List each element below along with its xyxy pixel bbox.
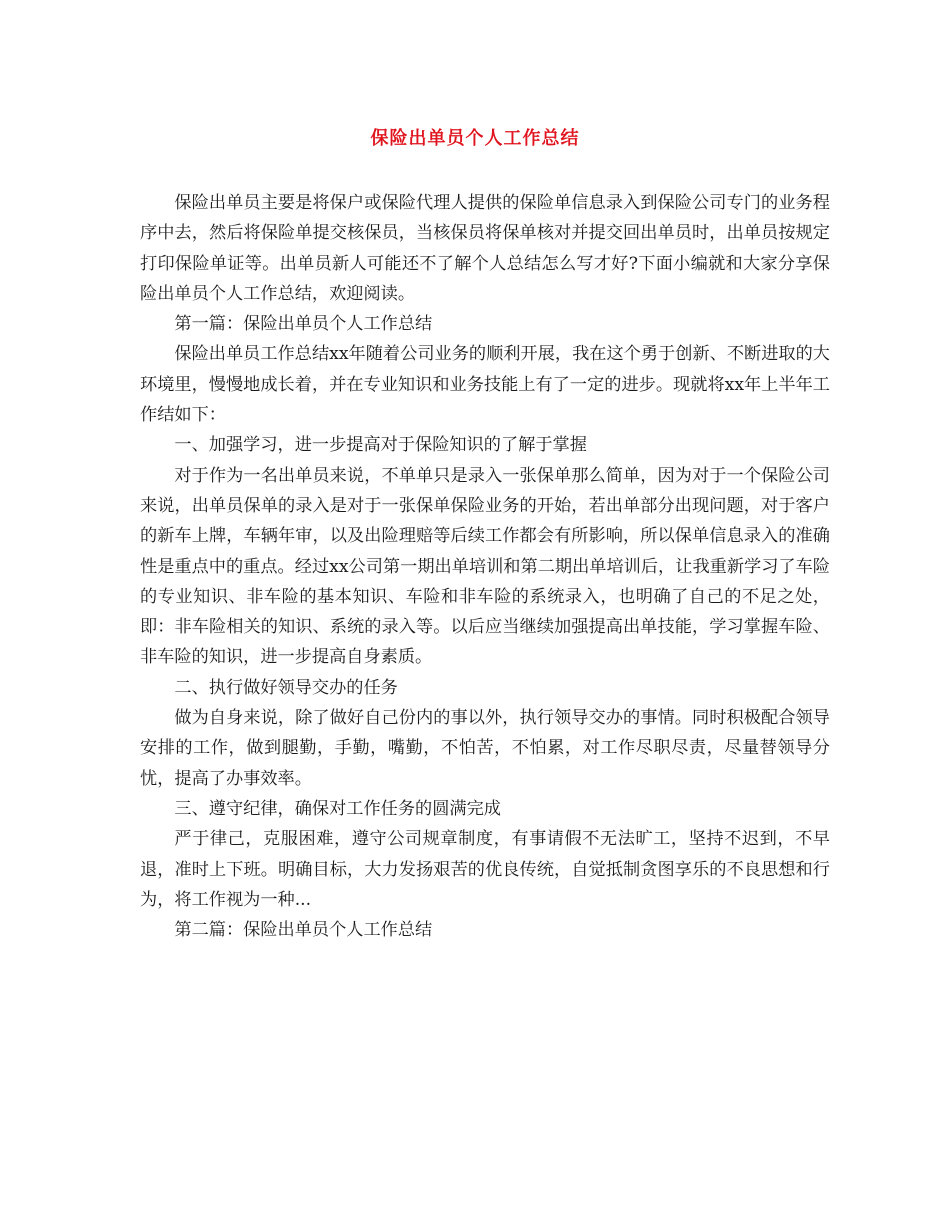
- section-heading-part-1: 第一篇：保险出单员个人工作总结: [174, 314, 433, 335]
- intro-paragraph: 保险出单员主要是将保户或保险代理人提供的保险单信息录入到保险公司专门的业务程序中去，然后将保险单提交核保员，当核保员将保单核对并提交回出单员时，出单员按规定打印保险单证等。出单员新人可能还不了解个人总结怎么写才好?下面小编就和大家分享保险出单员个人工作总结，欢迎阅读。: [140, 193, 830, 304]
- summary-intro-paragraph: 保险出单员工作总结xx年随着公司业务的顺利开展，我在这个勇于创新、不断进取的大环境里，慢慢地成长着，并在专业知识和业务技能上有了一定的进步。现就将xx年上半年工作结如下：: [140, 344, 830, 426]
- section-heading-part-2: 第二篇：保险出单员个人工作总结: [174, 920, 433, 941]
- discipline-paragraph: 严于律己，克服困难，遵守公司规章制度，有事请假不无法旷工，坚持不迟到，不早退，准时上下班。明确目标，大力发扬艰苦的优良传统，自觉抵制贪图享乐的不良思想和行为，将工作视为一种...: [140, 829, 830, 910]
- subheading-study: 一、加强学习，进一步提高对于保险知识的了解于掌握: [174, 435, 587, 456]
- subheading-discipline: 三、遵守纪律，确保对工作任务的圆满完成: [174, 798, 501, 819]
- tasks-paragraph: 做为自身来说，除了做好自己份内的事以外，执行领导交办的事情。同时积极配合领导安排的工作，做到腿勤，手勤，嘴勤，不怕苦，不怕累，对工作尽职尽责，尽量替领导分忧，提高了办事效率。: [140, 708, 830, 789]
- document-body: [140, 188, 830, 945]
- subheading-tasks: 二、执行做好领导交办的任务: [174, 677, 398, 698]
- document-title: 保险出单员个人工作总结: [370, 128, 580, 149]
- study-paragraph: 对于作为一名出单员来说，不单单只是录入一张保单那么简单，因为对于一个保险公司来说，出单员保单的录入是对于一张保单保险业务的开始，若出单部分出现问题，对于客户的新车上牌，车辆年审，以及出险理赔等后续工作都会有所影响，所以保单信息录入的准确性是重点中的重点。经过xx公司第一期出单培训和第二期出单培训后，让我重新学习了车险的专业知识、非车险的基本知识、车险和非车险的系统录入，也明确了自己的不足之处，即：非车险相关的知识、系统的录入等。以后应当继续加强提高出单技能，学习掌握车险、非车险的知识，进一步提高自身素质。: [140, 465, 830, 668]
